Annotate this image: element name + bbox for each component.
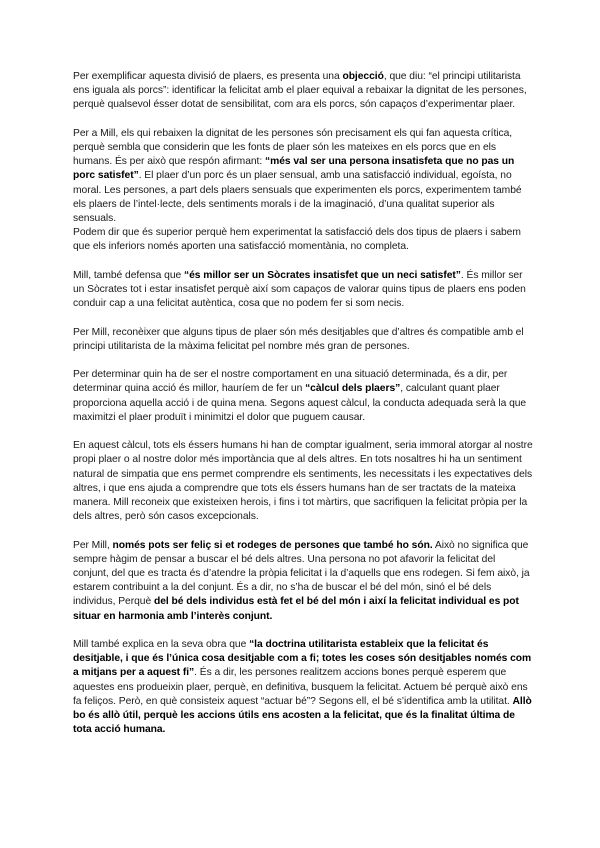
bold-text-run: objecció bbox=[342, 71, 384, 82]
paragraph-8 bbox=[73, 638, 533, 737]
text-run: En aquest càlcul, tots els éssers humans hi han de comptar igualment, seria immoral atorgar al nostre propi plaer o al nostre dolor més importància que al dels altres. En tots nosaltres hi ha un sentiment natural de simpatia que ens permet comprendre els sentiments, les necessitats i les expectatives dels altres, i que ens ajuda a comprendre que tots els éssers humans han de ser tractats de la mateixa manera. Mill reconeix que existeixen herois, i fins i tot màrtirs, que sacrifiquen la felicitat pròpia per la dels altres, però són casos excepcionals. bbox=[73, 440, 533, 523]
paragraph-6 bbox=[73, 439, 533, 524]
bold-text-run: “la doctrina utilitarista estableix que la felicitat és desitjable, i que és l’única cosa desitjable com a fi; totes les coses són desitjables només com a mitjans per a aquest fi” bbox=[73, 639, 532, 679]
text-run: , que diu: “el principi utilitarista ens iguala als porcs”: identificar la felicitat amb el plaer equival a rebaixar la dignitat de les persones, perquè qualsevol ésser dotat de sensibilitat, com ara els porcs, són capaços d’experimentar plaer. bbox=[73, 71, 527, 111]
paragraph-5 bbox=[73, 368, 533, 425]
bold-text-run: “càlcul dels plaers” bbox=[305, 383, 401, 395]
bold-text-run: del bé dels individus està fet el bé del món i així la felicitat individual es pot situar en harmonia amb l’interès conjunt. bbox=[73, 596, 519, 622]
text-run: Mill, també defensa que bbox=[73, 269, 184, 281]
text-run: Podem dir que és superior perquè hem experimentat la satisfacció dels dos tipus de plaers i sabem que els inferiors només aporten una satisfacció momentània, no completa. bbox=[73, 227, 521, 253]
document-body bbox=[73, 70, 533, 752]
text-run: Per exemplificar aquesta divisió de plaers, es presenta una bbox=[73, 71, 343, 82]
text-run: . És millor ser un Sòcrates tot i estar insatisfet perquè així som capaços de valorar quins tipus de plaers ens poden conduir cap a una felicitat autèntica, cosa que no podem fer si som necis. bbox=[73, 269, 526, 310]
bold-text-run: només pots ser feliç si et rodeges de persones que també ho són. bbox=[112, 539, 433, 551]
text-run: Per determinar quin ha de ser el nostre comportament en una situació determinada, és a dir, per determinar quina acció és millor, hauríem de fer un bbox=[73, 369, 508, 395]
text-run: Això no significa que sempre hàgim de pensar a buscar el bé dels altres. Una persona no pot afavorir la felicitat del conjunt, del que es tracta és d’atendre la pròpia felicitat i la d’aquells que ens rodegen. Si fem això, ja estarem contribuint a la del conjunt. És a dir, no s’ha de buscar el bé del món, sinó el bé dels individus, Perquè bbox=[73, 539, 530, 608]
paragraph-3 bbox=[73, 269, 533, 312]
bold-text-run: Allò bo és allò útil, perquè les accions útils ens acosten a la felicitat, que és la finalitat última de tota acció humana. bbox=[73, 695, 532, 736]
text-run: Per Mill, reconèixer que alguns tipus de plaer són més desitjables que d’altres és compatible amb el principi utilitarista de la màxima felicitat pel nombre més gran de persones. bbox=[73, 326, 524, 352]
text-run: Mill també explica en la seva obra que bbox=[73, 639, 250, 651]
bold-text-run: “més val ser una persona insatisfeta que no pas un porc satisfet” bbox=[73, 156, 515, 182]
paragraph-2 bbox=[73, 127, 533, 255]
text-run: , calculant quant plaer proporciona aquella acció i de quina mena. Segons aquest càlcul, la conducta adequada serà la que maximitzi el plaer produït i minimitzi el dolor que puguem causar. bbox=[73, 383, 527, 423]
paragraph-4 bbox=[73, 326, 533, 354]
bold-text-run: “és millor ser un Sòcrates insatisfet que un neci satisfet” bbox=[184, 269, 461, 281]
text-run: . El plaer d’un porc és un plaer sensual, amb una satisfacció individual, egoísta, no moral. Les persones, a part dels plaers sensuals que experimenten els porcs, experimentem també els plaers de l’intel·lecte, dels sentiments morals i de la imaginació, d’una qualitat superior als sensuals. bbox=[73, 170, 522, 225]
text-run: Per Mill, bbox=[73, 539, 113, 551]
paragraph-7 bbox=[73, 539, 533, 624]
text-run: Per a Mill, els qui rebaixen la dignitat de les persones són precisament els qui fan aquesta crítica, perquè sembla que considerin que les fonts de plaer són les mateixes en els porcs que en els humans. És per això que respón afirmant: bbox=[73, 127, 513, 168]
paragraph-1 bbox=[73, 70, 533, 113]
text-run: . És a dir, les persones realitzem accions bones perquè esperem que aquestes ens produeixin plaer, perquè, en definitiva, busquem la felicitat. Actuem bé perquè això ens fa feliços. Però, en què consisteix aquest “actuar bé”? Segons ell, el bé s’identifica amb la utilitat. bbox=[73, 667, 528, 707]
